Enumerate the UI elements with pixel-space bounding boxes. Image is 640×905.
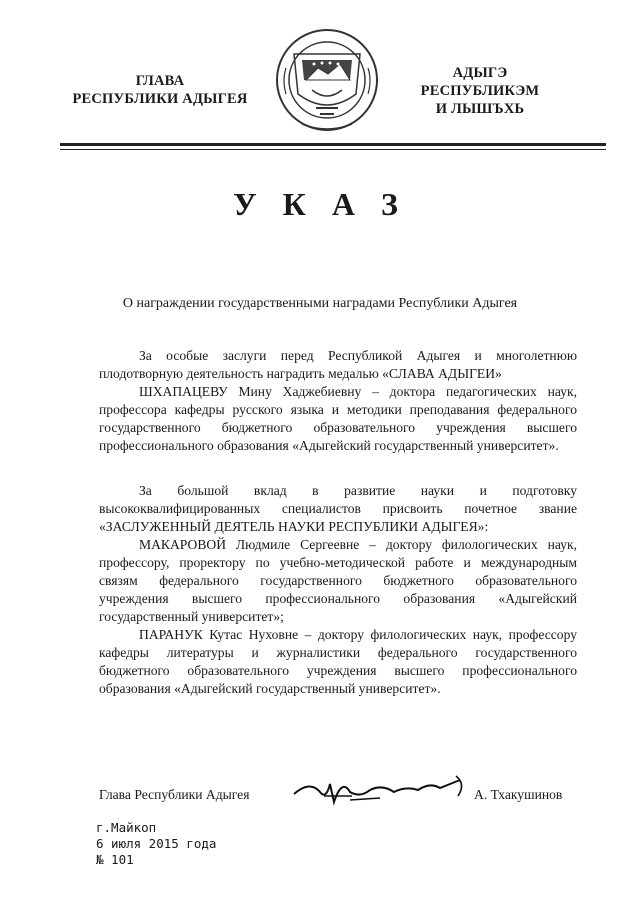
header-right-line2: И ЛЫШЪХЬ xyxy=(435,101,525,117)
signatory-name: А. Тхакушинов xyxy=(474,787,563,802)
header-left-line2: РЕСПУБЛИКИ АДЫГЕЯ xyxy=(72,91,248,107)
paragraph-awardee-2: МАКАРОВОЙ Людмиле Сергеевне – доктору филологических наук, профессору, проректору по учебно-методической работе и международным связям федерального государственного бюджетного образовательного учреждения высшего профессионального образования «Адыгейский государственный университет»; xyxy=(99,537,577,624)
document-title: У К А З xyxy=(233,186,407,222)
paragraph-gap xyxy=(99,455,577,482)
signatory-position: Глава Республики Адыгея xyxy=(99,787,250,802)
handwritten-signature xyxy=(290,770,470,810)
header-left xyxy=(50,72,270,108)
header-right-line1: АДЫГЭ РЕСПУБЛИКЭМ xyxy=(420,65,540,99)
meta-date: 6 июля 2015 года xyxy=(96,836,217,851)
coat-of-arms-emblem xyxy=(272,24,382,138)
meta-city: г.Майкоп xyxy=(96,820,157,835)
paragraph-honorary-title: За большой вклад в развитие науки и подготовку высококвалифицированных специалистов присвоить почетное звание «ЗАСЛУЖЕННЫЙ ДЕЯТЕЛЬ НАУКИ РЕСПУБЛИКИ АДЫГЕЯ»: xyxy=(99,483,577,534)
paragraph-award-medal: За особые заслуги перед Республикой Адыгея и многолетнюю плодотворную деятельность наградить медалью «СЛАВА АДЫГЕИ» xyxy=(99,348,577,381)
document-meta xyxy=(96,820,216,868)
document-subject: О награждении государственными наградами Республики Адыгея xyxy=(122,296,518,311)
header-rule-thick xyxy=(60,143,606,146)
meta-number: № 101 xyxy=(96,852,134,867)
header-right xyxy=(392,64,568,118)
paragraph-awardee-3: ПАРАНУК Кутас Нуховне – доктору филологических наук, профессору кафедры литературы и журналистики федерального государственного бюджетного образовательного учреждения высшего профессионального образования «Адыгейский государственный университет». xyxy=(99,627,577,696)
paragraph-awardee-1: ШХАПАЦЕВУ Мину Хаджебиевну – доктора педагогических наук, профессора кафедры русского языка и методики преподавания федерального государственного бюджетного образовательного учреждения высшего профессионального образования «Адыгейский государственный университет». xyxy=(99,384,577,453)
header-rule-thin xyxy=(60,149,606,150)
document-body xyxy=(99,347,577,698)
header-left-line1: ГЛАВА xyxy=(135,73,185,89)
